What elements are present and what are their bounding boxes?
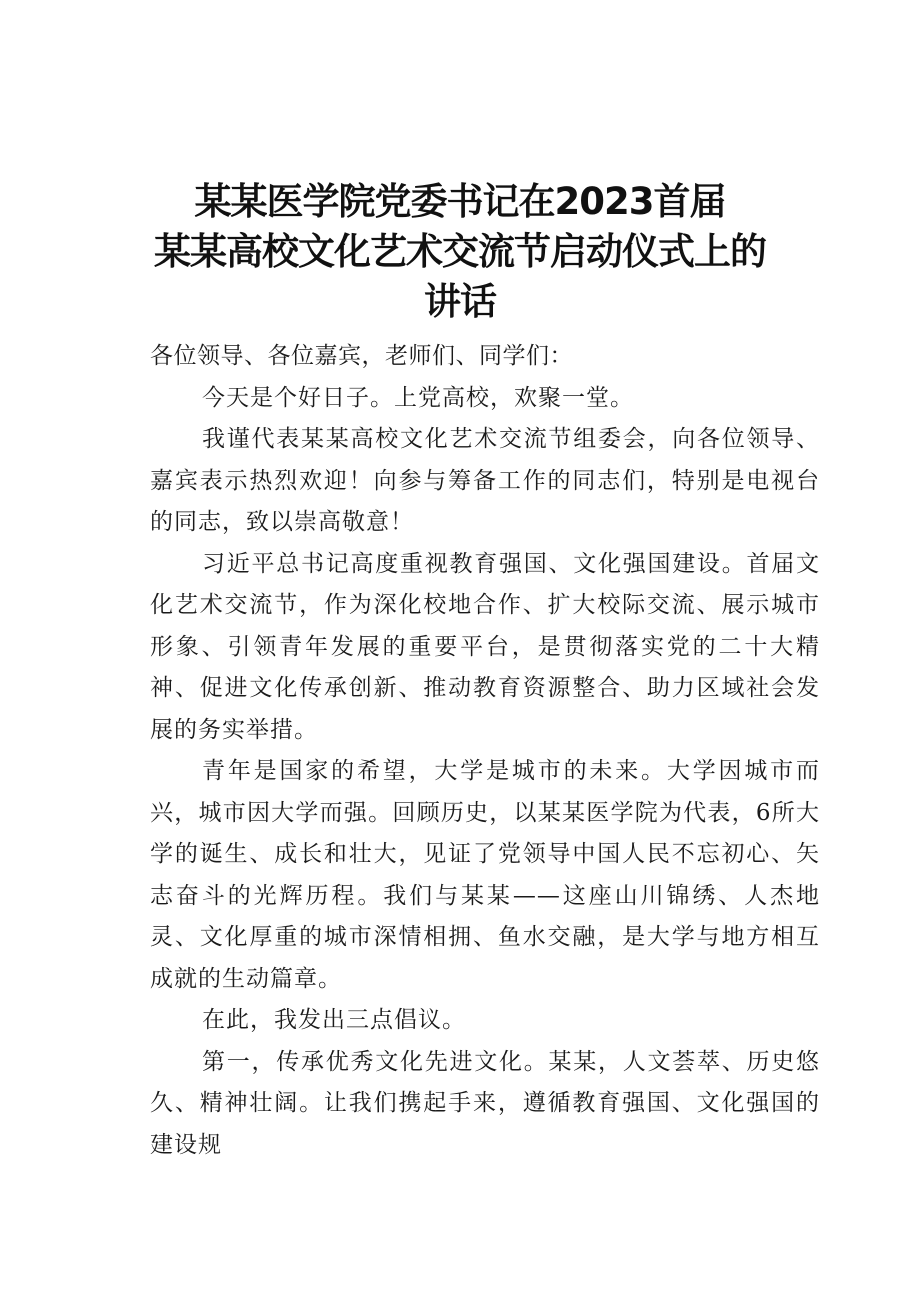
paragraph-opening: 今天是个好日子。上党高校，欢聚一堂。 [202,384,634,411]
paragraph-history: 青年是国家的希望，大学是城市的未来。大学因城市而兴，城市因大学而强。回顾历史，以某某医学院为代表，6所大学的诞生、成长和壮大，见证了党领导中国人民不忘初心、矢志奋斗的光辉历程。我们与某某——这座山川锦绣、人杰地灵、文化厚重的城市深情相拥、鱼水交融，是大学与地方相互成就的生动篇章。 [150,758,820,992]
paragraph-welcome: 我谨代表某某高校文化艺术交流节组委会，向各位领导、嘉宾表示热烈欢迎！向参与筹备工作的同志们，特别是电视台的同志，致以崇高敬意！ [150,426,820,535]
paragraph-proposal-one: 第一，传承优秀文化先进文化。某某，人文荟萃、历史悠久、精神壮阔。让我们携起手来，遵循教育强国、文化强国的建设规 [150,1048,820,1158]
salutation: 各位领导、各位嘉宾，老师们、同学们： [150,343,573,369]
document-title [100,177,820,327]
paragraph-significance: 习近平总书记高度重视教育强国、文化强国建设。首届文化艺术交流节，作为深化校地合作、扩大校际交流、展示城市形象、引领青年发展的重要平台，是贯彻落实党的二十大精神、促进文化传承创新、推动教育资源整合、助力区域社会发展的务实举措。 [150,550,820,743]
document-body [150,336,820,1166]
title-line-1: 某某医学院党委书记在2023首届 [194,179,726,223]
title-line-2: 某某高校文化艺术交流节启动仪式上的 [154,229,766,273]
title-line-3: 讲话 [424,279,496,323]
paragraph-proposal-intro: 在此，我发出三点倡议。 [202,1007,466,1033]
